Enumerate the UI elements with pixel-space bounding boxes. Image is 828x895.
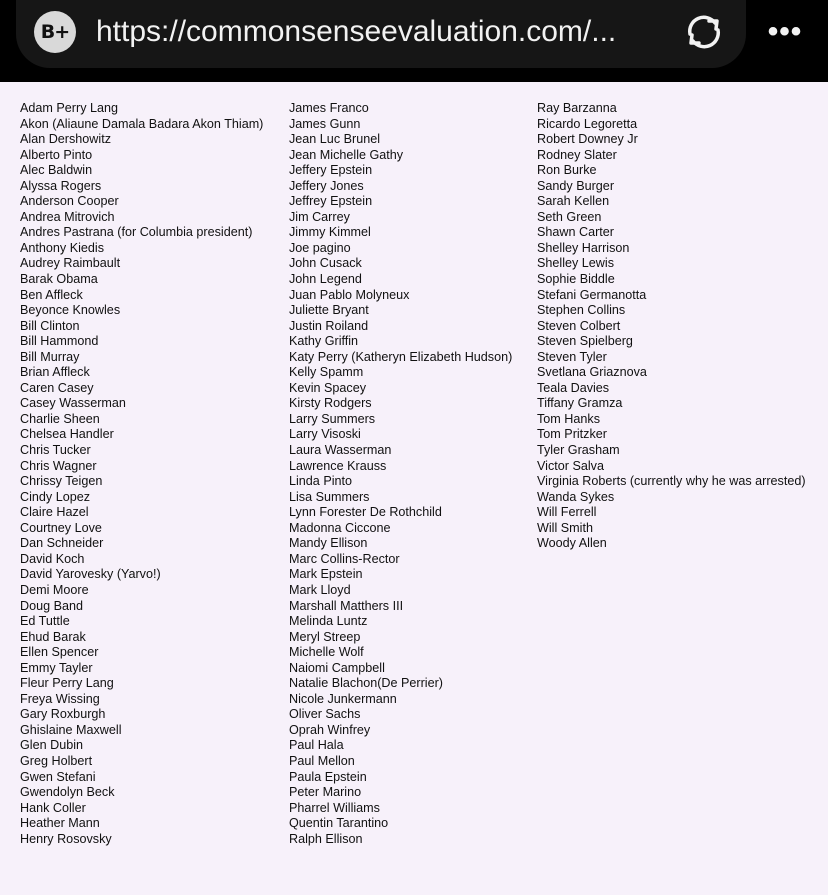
list-item: Melinda Luntz — [289, 614, 368, 629]
list-item: Ghislaine Maxwell — [20, 722, 122, 737]
list-item: Caren Casey — [20, 380, 94, 395]
list-item: Brian Affleck — [20, 365, 90, 380]
list-item: Tyler Grasham — [537, 443, 620, 458]
list-item: Jeffrey Epstein — [289, 194, 373, 209]
list-item: Paula Epstein — [289, 769, 367, 784]
list-item: Sarah Kellen — [537, 194, 610, 209]
list-item: Marshall Matthers III — [289, 598, 404, 613]
page-content — [0, 82, 828, 895]
list-item: Alberto Pinto — [20, 147, 93, 162]
list-item: Jean Luc Brunel — [289, 132, 381, 147]
list-item: Andrea Mitrovich — [20, 209, 115, 224]
list-item: Will Ferrell — [537, 505, 597, 520]
list-item: Steven Tyler — [537, 349, 607, 364]
more-menu-icon[interactable]: ••• — [767, 15, 803, 48]
list-item: Tom Pritzker — [537, 427, 607, 442]
list-item: Steven Colbert — [537, 318, 621, 333]
list-item: Barak Obama — [20, 272, 98, 287]
list-item: Stephen Collins — [537, 303, 626, 318]
name-column-1 — [20, 101, 263, 847]
list-item: Fleur Perry Lang — [20, 676, 114, 691]
list-item: Mark Epstein — [289, 567, 363, 582]
list-item: Ron Burke — [537, 163, 597, 178]
list-item: Beyonce Knowles — [20, 303, 121, 318]
browser-brand-icon[interactable]: B+ — [34, 11, 76, 53]
list-item: John Legend — [289, 272, 362, 287]
list-item: Rodney Slater — [537, 147, 617, 162]
list-item: Svetlana Griaznova — [537, 365, 647, 380]
list-item: Doug Band — [20, 598, 84, 613]
list-item: Juan Pablo Molyneux — [289, 287, 410, 302]
list-item: Heather Mann — [20, 816, 100, 831]
list-item: Lawrence Krauss — [289, 458, 387, 473]
list-item: Bill Hammond — [20, 334, 99, 349]
name-column-2 — [289, 101, 512, 847]
list-item: Quentin Tarantino — [289, 816, 389, 831]
list-item: Ben Affleck — [20, 287, 83, 302]
list-item: Teala Davies — [537, 380, 610, 395]
list-item: Ehud Barak — [20, 629, 86, 644]
list-item: David Koch — [20, 551, 85, 566]
list-item: Charlie Sheen — [20, 411, 100, 426]
list-item: Juliette Bryant — [289, 303, 369, 318]
list-item: Chris Tucker — [20, 443, 91, 458]
list-item: Lisa Summers — [289, 489, 370, 504]
list-item: Claire Hazel — [20, 505, 89, 520]
list-item: Akon (Aliaune Damala Badara Akon Thiam) — [20, 116, 264, 131]
list-item: Larry Visoski — [289, 427, 361, 442]
list-item: Adam Perry Lang — [20, 101, 119, 115]
list-item: Tom Hanks — [537, 411, 600, 426]
list-item: Andres Pastrana (for Columbia president) — [20, 225, 253, 240]
list-item: Glen Dubin — [20, 738, 84, 753]
list-item: Oliver Sachs — [289, 707, 361, 722]
list-item: Victor Salva — [537, 458, 604, 473]
list-item: Kathy Griffin — [289, 334, 359, 349]
list-item: Ed Tuttle — [20, 614, 70, 629]
list-item: Paul Mellon — [289, 753, 355, 768]
list-item: Paul Hala — [289, 738, 344, 753]
list-item: Larry Summers — [289, 411, 376, 426]
browser-toolbar — [0, 0, 828, 82]
list-item: Robert Downey Jr — [537, 132, 638, 147]
list-item: Henry Rosovsky — [20, 831, 112, 846]
list-item: Oprah Winfrey — [289, 722, 371, 737]
list-item: James Gunn — [289, 116, 361, 131]
list-item: Jean Michelle Gathy — [289, 147, 404, 162]
list-item: Ellen Spencer — [20, 645, 99, 660]
list-item: John Cusack — [289, 256, 362, 271]
list-item: Nicole Junkermann — [289, 691, 397, 706]
list-item: Demi Moore — [20, 582, 89, 597]
list-item: Anthony Kiedis — [20, 240, 105, 255]
list-item: Justin Roiland — [289, 318, 369, 333]
list-item: Michelle Wolf — [289, 645, 364, 660]
list-item: Anderson Cooper — [20, 194, 119, 209]
list-item: Bill Murray — [20, 349, 80, 364]
list-item: Dan Schneider — [20, 536, 104, 551]
list-item: Sophie Biddle — [537, 272, 615, 287]
list-item: Kevin Spacey — [289, 380, 367, 395]
list-item: Ricardo Legoretta — [537, 116, 638, 131]
list-item: Chris Wagner — [20, 458, 97, 473]
list-item: Shelley Lewis — [537, 256, 615, 271]
list-item: Gary Roxburgh — [20, 707, 106, 722]
list-item: Gwen Stefani — [20, 769, 96, 784]
list-item: Ray Barzanna — [537, 101, 617, 115]
list-item: Will Smith — [537, 520, 593, 535]
list-item: Chrissy Teigen — [20, 474, 103, 489]
list-item: Audrey Raimbault — [20, 256, 121, 271]
list-item: Jimmy Kimmel — [289, 225, 371, 240]
list-item: Casey Wasserman — [20, 396, 126, 411]
list-item: Virginia Roberts (currently why he was arrested) — [537, 474, 806, 489]
list-item: Kirsty Rodgers — [289, 396, 372, 411]
list-item: Stefani Germanotta — [537, 287, 647, 302]
list-item: Chelsea Handler — [20, 427, 114, 442]
list-item: Alan Dershowitz — [20, 132, 111, 147]
name-column-3 — [537, 101, 806, 552]
list-item: Lynn Forester De Rothchild — [289, 505, 442, 520]
list-item: Mandy Ellison — [289, 536, 368, 551]
list-item: Shawn Carter — [537, 225, 614, 240]
list-item: Hank Coller — [20, 800, 86, 815]
list-item: Alyssa Rogers — [20, 178, 102, 193]
list-item: Naiomi Campbell — [289, 660, 385, 675]
list-item: Courtney Love — [20, 520, 102, 535]
list-item: Linda Pinto — [289, 474, 353, 489]
list-item: Jeffery Epstein — [289, 163, 373, 178]
list-item: Shelley Harrison — [537, 240, 630, 255]
list-item: Marc Collins-Rector — [289, 551, 400, 566]
list-item: Freya Wissing — [20, 691, 100, 706]
list-item: Joe pagino — [289, 240, 351, 255]
list-item: Meryl Streep — [289, 629, 361, 644]
list-item: Peter Marino — [289, 785, 362, 800]
list-item: Natalie Blachon(De Perrier) — [289, 676, 443, 691]
list-item: Katy Perry (Katheryn Elizabeth Hudson) — [289, 349, 513, 364]
list-item: Greg Holbert — [20, 753, 93, 768]
list-item: Cindy Lopez — [20, 489, 91, 504]
list-item: Mark Lloyd — [289, 582, 351, 597]
list-item: Emmy Tayler — [20, 660, 93, 675]
url-text[interactable]: https://commonsenseevaluation.com/... — [96, 15, 617, 48]
list-item: Jeffery Jones — [289, 178, 364, 193]
list-item: David Yarovesky (Yarvo!) — [20, 567, 161, 582]
list-item: Madonna Ciccone — [289, 520, 391, 535]
list-item: Laura Wasserman — [289, 443, 392, 458]
list-item: Pharrel Williams — [289, 800, 380, 815]
list-item: Seth Green — [537, 209, 602, 224]
list-item: Ralph Ellison — [289, 831, 363, 846]
list-item: Tiffany Gramza — [537, 396, 623, 411]
list-item: Woody Allen — [537, 536, 607, 551]
list-item: Wanda Sykes — [537, 489, 615, 504]
list-item: Kelly Spamm — [289, 365, 364, 380]
list-item: Bill Clinton — [20, 318, 80, 333]
list-item: Alec Baldwin — [20, 163, 93, 178]
reload-icon[interactable] — [682, 12, 726, 52]
list-item: Sandy Burger — [537, 178, 615, 193]
list-item: James Franco — [289, 101, 369, 115]
list-item: Gwendolyn Beck — [20, 785, 115, 800]
list-item: Jim Carrey — [289, 209, 350, 224]
list-item: Steven Spielberg — [537, 334, 633, 349]
